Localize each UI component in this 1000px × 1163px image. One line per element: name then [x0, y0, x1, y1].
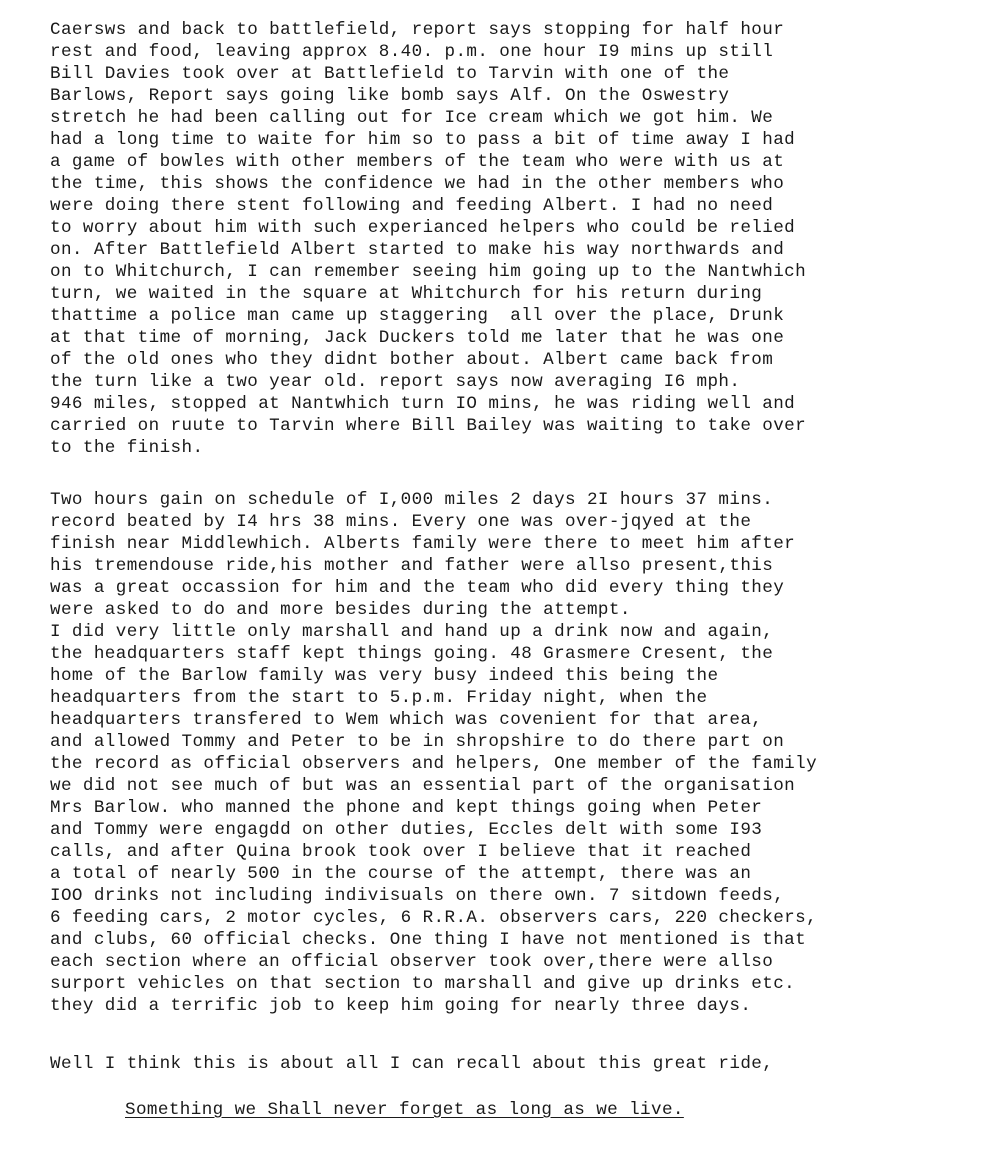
text-line: headquarters transfered to Wem which was covenient for that area, [50, 710, 763, 730]
text-line: turn, we waited in the square at Whitchurch for his return during [50, 284, 763, 304]
text-line: of the old ones who they didnt bother about. Albert came back from [50, 350, 774, 370]
text-line: each section where an official observer took over,there were allso [50, 952, 774, 972]
text-line: were asked to do and more besides during the attempt. [50, 600, 631, 620]
text-line: at that time of morning, Jack Duckers told me later that he was one [50, 328, 785, 348]
text-line: a game of bowles with other members of the team who were with us at [50, 152, 785, 172]
text-line: Mrs Barlow. who manned the phone and kept things going when Peter [50, 798, 763, 818]
text-line: and clubs, 60 official checks. One thing I have not mentioned is that [50, 930, 807, 950]
text-line: I did very little only marshall and hand up a drink now and again, [50, 622, 774, 642]
text-line: were doing there stent following and feeding Albert. I had no need [50, 196, 774, 216]
text-line: and Tommy were engagdd on other duties, Eccles delt with some I93 [50, 820, 763, 840]
text-line: Two hours gain on schedule of I,000 miles 2 days 2I hours 37 mins. [50, 490, 774, 510]
text-line: calls, and after Quina brook took over I believe that it reached [50, 842, 752, 862]
text-line: a total of nearly 500 in the course of the attempt, there was an [50, 864, 752, 884]
text-line: on. After Battlefield Albert started to make his way northwards and [50, 240, 785, 260]
text-line: to worry about him with such experianced helpers who could be relied [50, 218, 796, 238]
text-line: his tremendouse ride,his mother and father were allso present,this [50, 556, 774, 576]
text-line: the record as official observers and helpers, One member of the family [50, 754, 818, 774]
text-line: to the finish. [50, 438, 204, 458]
text-line: had a long time to waite for him so to pass a bit of time away I had [50, 130, 796, 150]
text-line: 946 miles, stopped at Nantwhich turn IO mins, he was riding well and [50, 394, 796, 414]
text-line: the time, this shows the confidence we had in the other members who [50, 174, 785, 194]
text-line: 6 feeding cars, 2 motor cycles, 6 R.R.A. observers cars, 220 checkers, [50, 908, 818, 928]
text-line: they did a terrific job to keep him going for nearly three days. [50, 996, 752, 1016]
text-line: thattime a police man came up staggering all over the place, Drunk [50, 306, 785, 326]
paragraph-3: Well I think this is about all I can recall about this great ride, [50, 1054, 774, 1074]
text-line: was a great occassion for him and the team who did every thing they [50, 578, 785, 598]
text-line: Bill Davies took over at Battlefield to Tarvin with one of the [50, 64, 730, 84]
text-line: IOO drinks not including indivisuals on there own. 7 sitdown feeds, [50, 886, 785, 906]
text-line: Caersws and back to battlefield, report says stopping for half hour [50, 20, 785, 40]
closing-line: Something we Shall never forget as long as we live. [125, 1100, 684, 1120]
text-line: finish near Middlewhich. Alberts family were there to meet him after [50, 534, 796, 554]
text-line: home of the Barlow family was very busy indeed this being the [50, 666, 719, 686]
text-line: carried on ruute to Tarvin where Bill Bailey was waiting to take over [50, 416, 807, 436]
text-line: the headquarters staff kept things going. 48 Grasmere Cresent, the [50, 644, 774, 664]
text-line: rest and food, leaving approx 8.40. p.m. one hour I9 mins up still [50, 42, 774, 62]
text-line: and allowed Tommy and Peter to be in shropshire to do there part on [50, 732, 785, 752]
text-line: surport vehicles on that section to marshall and give up drinks etc. [50, 974, 796, 994]
text-line: stretch he had been calling out for Ice cream which we got him. We [50, 108, 774, 128]
text-line: headquarters from the start to 5.p.m. Friday night, when the [50, 688, 708, 708]
text-line: we did not see much of but was an essential part of the organisation [50, 776, 796, 796]
text-line: record beated by I4 hrs 38 mins. Every one was over-jqyed at the [50, 512, 752, 532]
text-line: the turn like a two year old. report says now averaging I6 mph. [50, 372, 741, 392]
text-line: on to Whitchurch, I can remember seeing him going up to the Nantwhich [50, 262, 807, 282]
text-line: Barlows, Report says going like bomb says Alf. On the Oswestry [50, 86, 730, 106]
